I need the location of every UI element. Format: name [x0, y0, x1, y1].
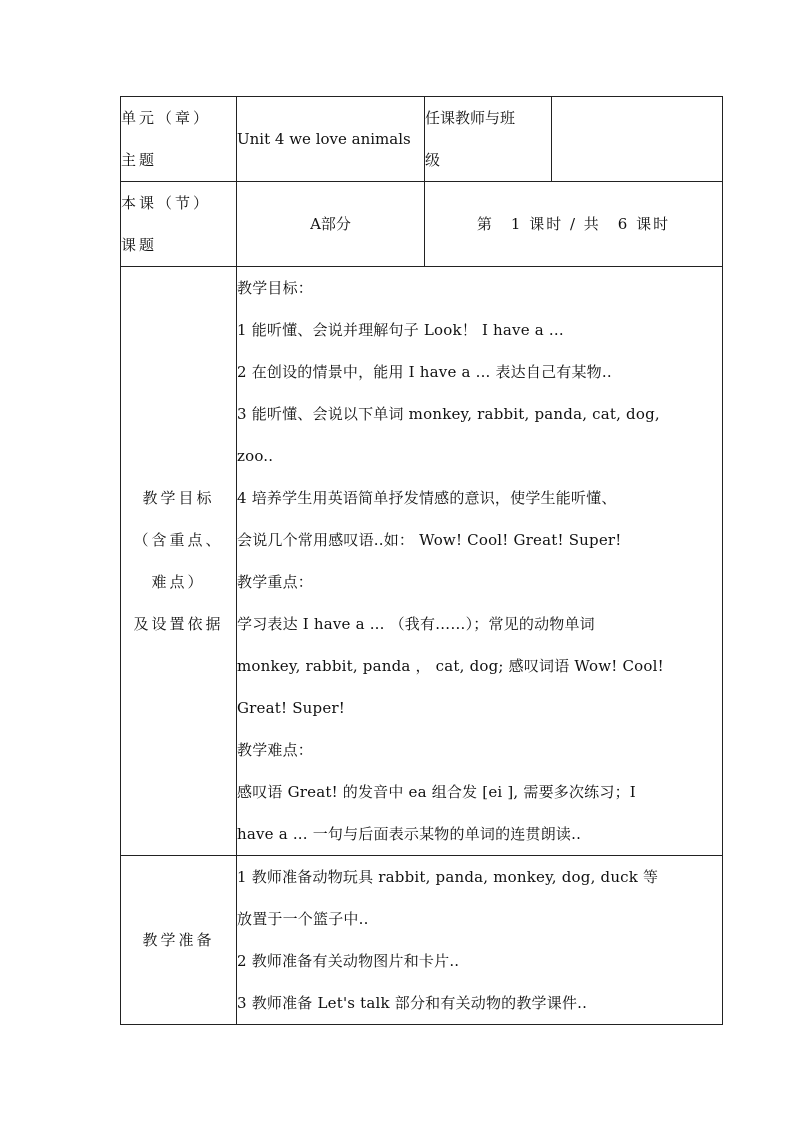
- prep-label-cell: [121, 856, 237, 1025]
- lesson-label-line1: 本课（节）: [121, 194, 212, 212]
- period-text: 第 1 课时 / 共 6 课时: [476, 215, 671, 233]
- goals-label-cell: [121, 267, 237, 856]
- goals-label-line4: 及设置依据: [133, 615, 224, 633]
- prep-line: 1 教师准备动物玩具 rabbit, panda, monkey, dog, duck 等: [237, 868, 659, 886]
- goals-line: 1 能听懂、会说并理解句子 Look！ I have a ...: [237, 321, 564, 339]
- lesson-value-cell: [237, 182, 425, 267]
- prep-line: 2 教师准备有关动物图片和卡片..: [237, 952, 460, 970]
- lesson-plan-table: [120, 96, 723, 1025]
- goals-line: zoo..: [237, 447, 274, 465]
- goals-line: 4 培养学生用英语简单抒发情感的意识，使学生能听懂、: [237, 489, 617, 507]
- unit-value: Unit 4 we love animals: [237, 130, 411, 148]
- goals-label-line3: 难点）: [151, 573, 206, 591]
- goals-line: have a ... 一句与后面表示某物的单词的连贯朗读..: [237, 825, 582, 843]
- period-cell: [425, 182, 723, 267]
- teacher-label-line1: 任课教师与班: [425, 109, 516, 127]
- goals-line: 感叹语 Great! 的发音中 ea 组合发 [ei ], 需要多次练习；I: [237, 783, 636, 801]
- goals-label-line2: （含重点、: [133, 531, 224, 549]
- unit-value-cell: [237, 97, 425, 182]
- teacher-label-line2: 级: [425, 151, 441, 169]
- goals-line: 教学难点：: [237, 741, 314, 759]
- lesson-value: A部分: [310, 215, 351, 233]
- teacher-value-cell: [552, 97, 723, 182]
- prep-line: 3 教师准备 Let's talk 部分和有关动物的教学课件..: [237, 994, 588, 1012]
- prep-content-cell: [237, 856, 723, 1025]
- unit-label-cell: [121, 97, 237, 182]
- prep-row: [121, 856, 723, 1025]
- goals-content-cell: [237, 267, 723, 856]
- unit-label-line2: 主题: [121, 151, 158, 169]
- unit-label-line1: 单元（章）: [121, 109, 212, 127]
- goals-label-line1: 教学目标: [142, 489, 215, 507]
- goals-line: 教学目标：: [237, 279, 314, 297]
- prep-line: 放置于一个篮子中..: [237, 910, 369, 928]
- goals-line: 2 在创设的情景中，能用 I have a ... 表达自己有某物..: [237, 363, 612, 381]
- teacher-label-cell: [425, 97, 552, 182]
- goals-line: 3 能听懂、会说以下单词 monkey, rabbit, panda, cat, dog,: [237, 405, 660, 423]
- lesson-row: [121, 182, 723, 267]
- goals-line: 学习表达 I have a ... （我有……）；常见的动物单词: [237, 615, 595, 633]
- goals-line: monkey, rabbit, panda ， cat, dog; 感叹词语 Wow! Cool!: [237, 657, 664, 675]
- lesson-label-line2: 课题: [121, 236, 158, 254]
- prep-label: 教学准备: [142, 931, 215, 949]
- unit-row: [121, 97, 723, 182]
- lesson-label-cell: [121, 182, 237, 267]
- goals-line: Great! Super!: [237, 699, 346, 717]
- goals-row: [121, 267, 723, 856]
- goals-line: 会说几个常用感叹语..如： Wow! Cool! Great! Super!: [237, 531, 622, 549]
- goals-line: 教学重点：: [237, 573, 314, 591]
